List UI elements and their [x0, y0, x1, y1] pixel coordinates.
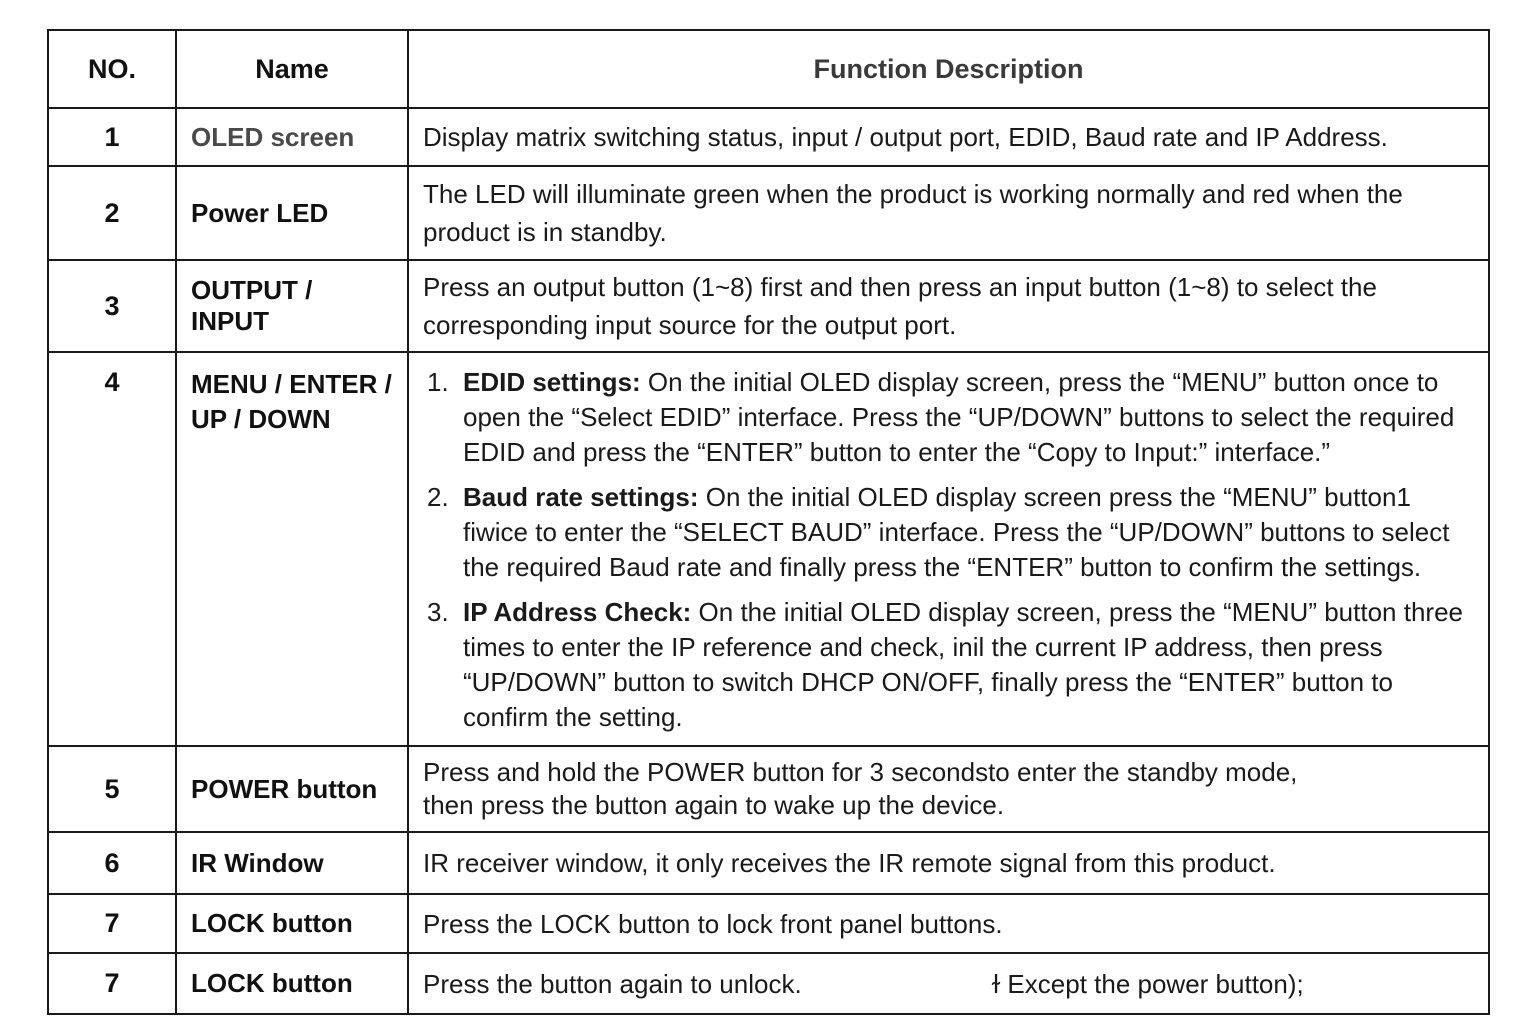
description-note: ɫ Except the power button);	[991, 968, 1304, 999]
header-description: Function Description	[408, 30, 1489, 108]
description-text: Press the button again to unlock.	[423, 968, 802, 999]
table-header-row	[48, 30, 1489, 108]
step-number: 2.	[427, 482, 449, 512]
row-name: LOCK button	[176, 953, 408, 1014]
row-number: 6	[48, 832, 176, 894]
row-name: MENU / ENTER / UP / DOWN	[176, 352, 408, 746]
row-description: Press an output button (1~8) first and then press an input button (1~8) to select the corresponding input source for the output port.	[408, 260, 1489, 352]
list-item	[427, 480, 1474, 585]
step-number: 1.	[427, 367, 449, 397]
row-number: 5	[48, 746, 176, 832]
row-name: POWER button	[176, 746, 408, 832]
step-title: IP Address Check:	[463, 597, 692, 627]
row-name: IR Window	[176, 832, 408, 894]
row-description	[408, 352, 1489, 746]
table-row	[48, 166, 1489, 260]
step-text: On the initial OLED display screen, press the “MENU” button three times to enter the IP reference and check, inil the current IP address, then press “UP/DOWN” button to switch DHCP ON/OFF, finally press the “ENTER” button to confirm the setting.	[463, 597, 1463, 732]
description-line: Press and hold the POWER button for 3 secondsto enter the standby mode,	[423, 757, 1298, 787]
table-row	[48, 894, 1489, 953]
table-row	[48, 746, 1489, 832]
row-description	[408, 746, 1489, 832]
row-number: 7	[48, 953, 176, 1014]
step-number: 3.	[427, 597, 449, 627]
table-row	[48, 108, 1489, 166]
row-name: OUTPUT / INPUT	[176, 260, 408, 352]
header-no: NO.	[48, 30, 176, 108]
row-description: Press the LOCK button to lock front panel buttons.	[408, 894, 1489, 953]
function-table	[47, 29, 1490, 1015]
row-name: Power LED	[176, 166, 408, 260]
table-row	[48, 953, 1489, 1014]
menu-steps-list	[423, 365, 1474, 735]
row-number: 1	[48, 108, 176, 166]
list-item	[427, 595, 1474, 735]
step-text: On the initial OLED display screen press the “MENU” button1 fiwice to enter the “SELECT BAUD” interface. Press the “UP/DOWN” buttons to select the required Baud rate and finally press the “ENTER” button to confirm the settings.	[463, 482, 1450, 582]
step-title: Baud rate settings:	[463, 482, 699, 512]
row-description: Display matrix switching status, input / output port, EDID, Baud rate and IP Address.	[408, 108, 1489, 166]
table-row	[48, 352, 1489, 746]
list-item	[427, 365, 1474, 470]
step-title: EDID settings:	[463, 367, 641, 397]
row-name: LOCK button	[176, 894, 408, 953]
step-text: On the initial OLED display screen, press the “MENU” button once to open the “Select EDID” interface. Press the “UP/DOWN” buttons to select the required EDID and press the “ENTER” button to enter the “Copy to Input:” interface.”	[463, 367, 1455, 467]
table-row	[48, 832, 1489, 894]
table-row	[48, 260, 1489, 352]
row-number: 3	[48, 260, 176, 352]
row-description: IR receiver window, it only receives the IR remote signal from this product.	[408, 832, 1489, 894]
row-name: OLED screen	[176, 108, 408, 166]
description-line: then press the button again to wake up the device.	[423, 790, 1005, 820]
row-number: 2	[48, 166, 176, 260]
header-name: Name	[176, 30, 408, 108]
row-number: 7	[48, 894, 176, 953]
row-number: 4	[48, 352, 176, 746]
row-description	[408, 953, 1489, 1014]
row-description: The LED will illuminate green when the product is working normally and red when the product is in standby.	[408, 166, 1489, 260]
